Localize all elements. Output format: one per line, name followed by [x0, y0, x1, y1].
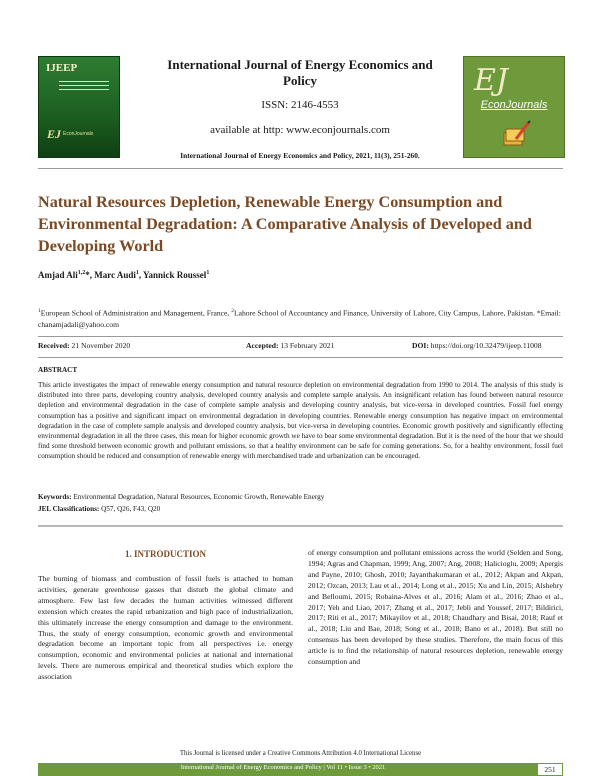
author-affil-sup: 1,2	[77, 270, 86, 276]
book-pencil-icon	[502, 119, 532, 149]
affiliations	[38, 306, 563, 330]
author-affil-sup: 1	[206, 270, 210, 276]
accepted-date	[246, 341, 334, 350]
author-name: Marc Audi	[94, 270, 136, 280]
affiliation-1: European School of Administration and Management, France,	[40, 308, 232, 318]
jel-value: Q57, Q26, F43, Q20	[101, 505, 161, 513]
dates-divider-top	[38, 336, 563, 337]
author-affil-sup: 1	[135, 270, 139, 276]
logo-ej-mark: EJ	[474, 63, 508, 98]
journal-cover-image	[38, 56, 120, 158]
received-date	[38, 341, 130, 350]
footer-journal-info: International Journal of Energy Economics and Policy | Vol 11 • Issue 3 • 2021	[180, 764, 386, 771]
cover-decoration	[59, 81, 109, 95]
affiliation-2: Lahore School of Accountancy and Finance, University of Lahore, City Campus, Lahore, Pakistan. *Email: chanamjadali@yahoo.com	[38, 308, 561, 329]
cover-ej-small: EconJournals	[63, 131, 94, 137]
affil-sup: 2	[231, 308, 234, 314]
author-list	[38, 270, 563, 280]
logo-name: EconJournals	[480, 99, 548, 111]
author-name: Amjad Ali	[38, 270, 78, 280]
doi-link[interactable]: https://doi.org/10.32479/ijeep.11008	[430, 341, 542, 350]
issn: ISSN: 2146-4553	[261, 99, 339, 111]
author-name: Yannick Roussel	[143, 270, 207, 280]
cover-title: IJEEP	[46, 62, 78, 74]
keywords-label: Keywords:	[38, 493, 72, 501]
cover-ej-mark: EJ	[47, 127, 62, 141]
keywords	[38, 493, 563, 501]
journal-name: International Journal of Energy Economics and Policy	[167, 57, 433, 88]
doi-label: DOI:	[412, 341, 429, 350]
jel-classifications	[38, 505, 563, 513]
received-label: Received:	[38, 341, 70, 350]
econjournals-logo	[463, 56, 565, 158]
doi	[412, 341, 542, 350]
body-left-column: The burning of biomass and combustion of fossil fuels is attached to human activities, generate greenhouse gasses that disturb the global climate and atmosphere. Few last few decades the human activities witnessed different extension which creates the rapid urbanization and high pace of industrialization, this ultimately increase the energy consumption and damage to the environment. Thus, the study of energy consumption, economic growth and environmental degradation become an important topic from all perspectives i.e. energy consumption, economic and environmental policies at national and international levels. There are numerous empirical and theoretical studies which explore the association	[38, 574, 293, 682]
header-divider	[38, 168, 563, 169]
body-divider	[38, 525, 563, 527]
article-title: Natural Resources Depletion, Renewable Energy Consumption and Environmental Degradation: A Comparative Analysis of Developed and Developing World	[38, 193, 532, 255]
page-number: 251	[537, 763, 563, 776]
citation-line: International Journal of Energy Economics and Policy, 2021, 11(3), 251-260.	[180, 151, 420, 160]
body-right-column: of energy consumption and pollutant emissions across the world (Selden and Song, 1994; Agras and Chapman, 1999; Ang, 2007; Ang, 2008; Halicioglu, 2009; Apergis and Payne, 2010; Ghosh, 2010; Jayanthakumaran et al., 2012; Akpan and Akpan, 2012; Ozcan, 2013; Lau et al., 2014; Long et al., 2015; Xu and Lin, 2015; Alshehry and Belloumi, 2015; Robaina-Alves et al., 2016; Alam et al., 2016; Zhao et al., 2017; Yeh and Liao, 2017; Zhang et al., 2017; Jebli and Youssef, 2017; Bildirici, 2017; Riti et al., 2017; Mikayilov et al., 2018; Chaudhary and Bisai, 2018; Rauf et al., 2018; Liu and Bae, 2018; Song et al., 2018; Bano et al., 2018). But still no consensus has been developed by these studies. Therefore, the main focus of this article is to find the relationship of natural resources depletion, renewable energy consumption and	[308, 548, 563, 667]
dates-divider-bottom	[38, 357, 563, 358]
author-separator: ,	[138, 270, 144, 280]
license-notice[interactable]: This Journal is licensed under a Creative Commons Attribution 4.0 International License	[179, 750, 422, 757]
footer-bar	[38, 763, 563, 776]
section-heading: 1. INTRODUCTION	[124, 549, 206, 559]
received-value: 21 November 2020	[71, 341, 131, 350]
abstract-heading: ABSTRACT	[38, 366, 78, 374]
keywords-value: Environmental Degradation, Natural Resources, Economic Growth, Renewable Energy	[73, 493, 325, 501]
accepted-value: 13 February 2021	[280, 341, 335, 350]
abstract-text: This article investigates the impact of renewable energy consumption and natural resource depletion on environmental degradation from 1990 to 2014. The analysis of this study is distributed into three parts, developing country analysis, developed country analysis and complete sample analysis. An insignificant relation has found between natural resource depletion and environmental degradation in the case of complete sample analysis and developing country analysis, but vice-versa in developed countries. Fossil fuel energy consumption has a positive and significant impact on environmental degradation in developing countries. Renewable energy consumption has negative impact on environmental degradation in the case of complete sample analysis and developed country analysis, but vice-versa in developing countries. Economic growth positively and significantly effecting environmental degradation in all the three cases, this mean for higher economic growth we have to bear some environmental degradation. But it is the need of the hour that we should find some threshold between economic growth and pollutant emissions, so that a healthy environment can be safe for coming generations. So, for a healthy environment, fossil fuel consumption should be reduced and consumption of renewable energy with merchandised trade and urbanization can be encouraged.	[38, 381, 563, 461]
affil-sup: 1	[38, 308, 41, 314]
author-separator: *,	[85, 270, 95, 280]
accepted-label: Accepted:	[246, 341, 279, 350]
jel-label: JEL Classifications:	[38, 505, 100, 513]
journal-url[interactable]: available at http: www.econjournals.com	[210, 124, 390, 136]
